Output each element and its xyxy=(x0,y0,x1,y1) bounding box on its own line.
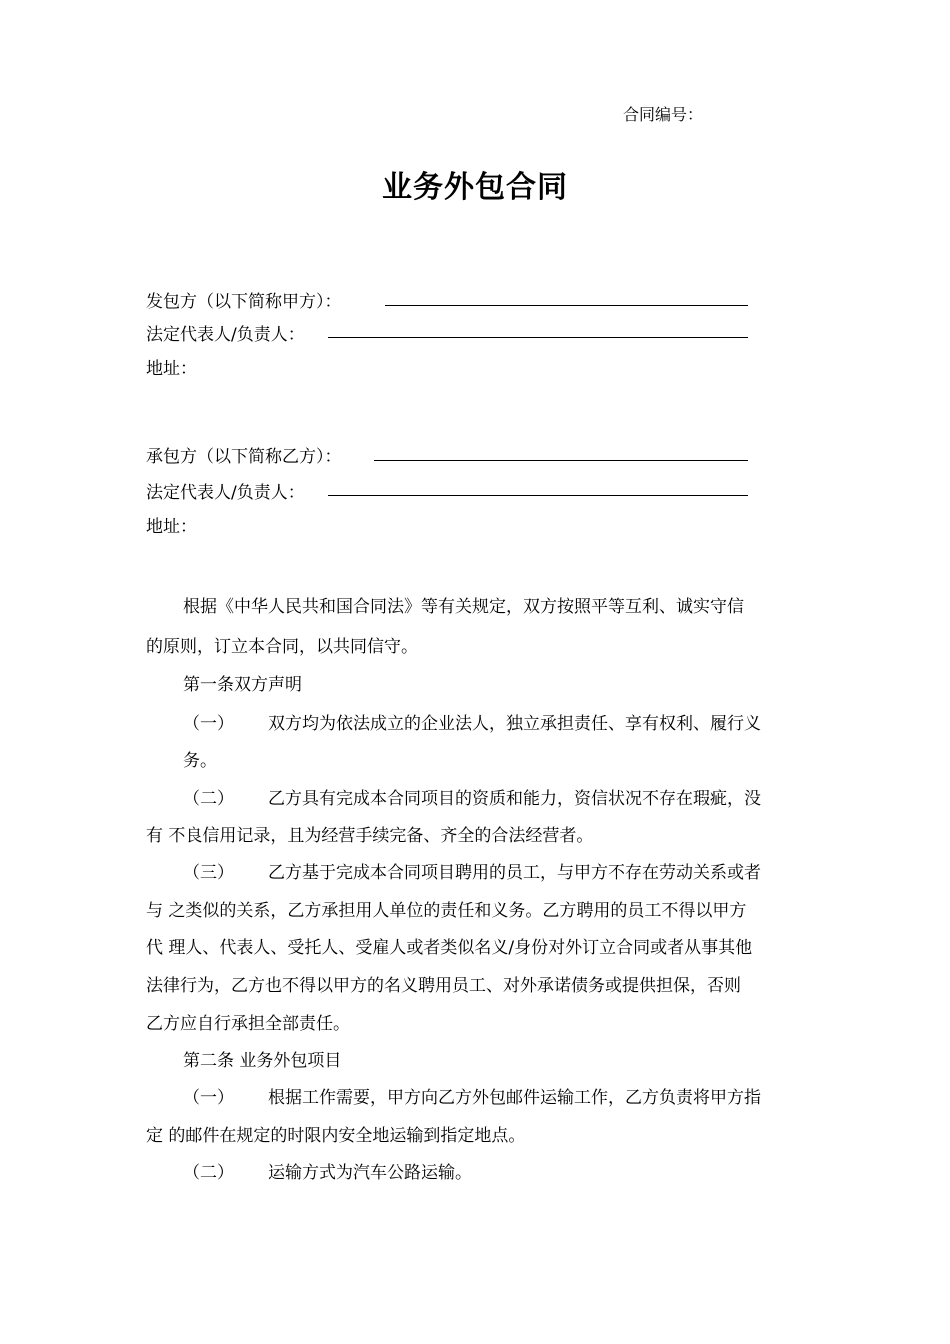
party-a-address-label: 地址： xyxy=(146,359,197,379)
article-1-item-1-line-2: 务。 xyxy=(183,751,217,771)
article-1-title: 第一条双方声明 xyxy=(183,675,302,695)
article-1-item-3-num: （三） xyxy=(183,863,234,883)
party-a-label: 发包方（以下简称甲方）： xyxy=(146,292,342,312)
contract-number-label: 合同编号： xyxy=(623,105,704,124)
article-1-item-3-line-5: 乙方应自行承担全部责任。 xyxy=(146,1014,350,1034)
article-1-item-2-line-2: 有 不良信用记录，且为经营手续完备、齐全的合法经营者。 xyxy=(146,826,594,846)
party-a-rep-label: 法定代表人/负责人： xyxy=(146,325,305,345)
intro-line-2: 的原则，订立本合同，以共同信守。 xyxy=(146,637,418,657)
party-b-address-label: 地址： xyxy=(146,517,197,537)
article-1-item-3-line-1: 乙方基于完成本合同项目聘用的员工，与甲方不存在劳动关系或者 xyxy=(268,863,761,883)
party-b-fill-line[interactable] xyxy=(374,460,748,461)
party-b-label: 承包方（以下简称乙方）： xyxy=(146,447,342,467)
party-b-rep-label: 法定代表人/负责人： xyxy=(146,483,305,503)
article-2-item-2-num: （二） xyxy=(183,1163,234,1183)
article-1-item-1-num: （一） xyxy=(183,714,234,734)
party-b-rep-fill-line[interactable] xyxy=(328,495,748,496)
article-1-item-3-line-2: 与 之类似的关系，乙方承担用人单位的责任和义务。乙方聘用的员工不得以甲方 xyxy=(146,901,747,921)
intro-line-1: 根据《中华人民共和国合同法》等有关规定，双方按照平等互利、诚实守信 xyxy=(183,597,744,617)
article-1-item-2-line-1: 乙方具有完成本合同项目的资质和能力，资信状况不存在瑕疵，没 xyxy=(268,789,761,809)
article-2-title: 第二条 业务外包项目 xyxy=(183,1051,342,1071)
document-title: 业务外包合同 xyxy=(382,170,568,205)
article-2-item-1-num: （一） xyxy=(183,1088,234,1108)
article-2-item-1-line-1: 根据工作需要，甲方向乙方外包邮件运输工作，乙方负责将甲方指 xyxy=(268,1088,761,1108)
article-1-item-1-line-1: 双方均为依法成立的企业法人，独立承担责任、享有权利、履行义 xyxy=(268,714,761,734)
article-1-item-3-line-4: 法律行为，乙方也不得以甲方的名义聘用员工、对外承诺债务或提供担保，否则 xyxy=(146,976,741,996)
article-1-item-3-line-3: 代 理人、代表人、受托人、受雇人或者类似名义/身份对外订立合同或者从事其他 xyxy=(146,938,753,958)
article-2-item-2-line-1: 运输方式为汽车公路运输。 xyxy=(268,1163,472,1183)
article-1-item-2-num: （二） xyxy=(183,789,234,809)
article-2-item-1-line-2: 定 的邮件在规定的时限内安全地运输到指定地点。 xyxy=(146,1126,526,1146)
party-a-rep-fill-line[interactable] xyxy=(328,337,748,338)
party-a-fill-line[interactable] xyxy=(385,305,748,306)
